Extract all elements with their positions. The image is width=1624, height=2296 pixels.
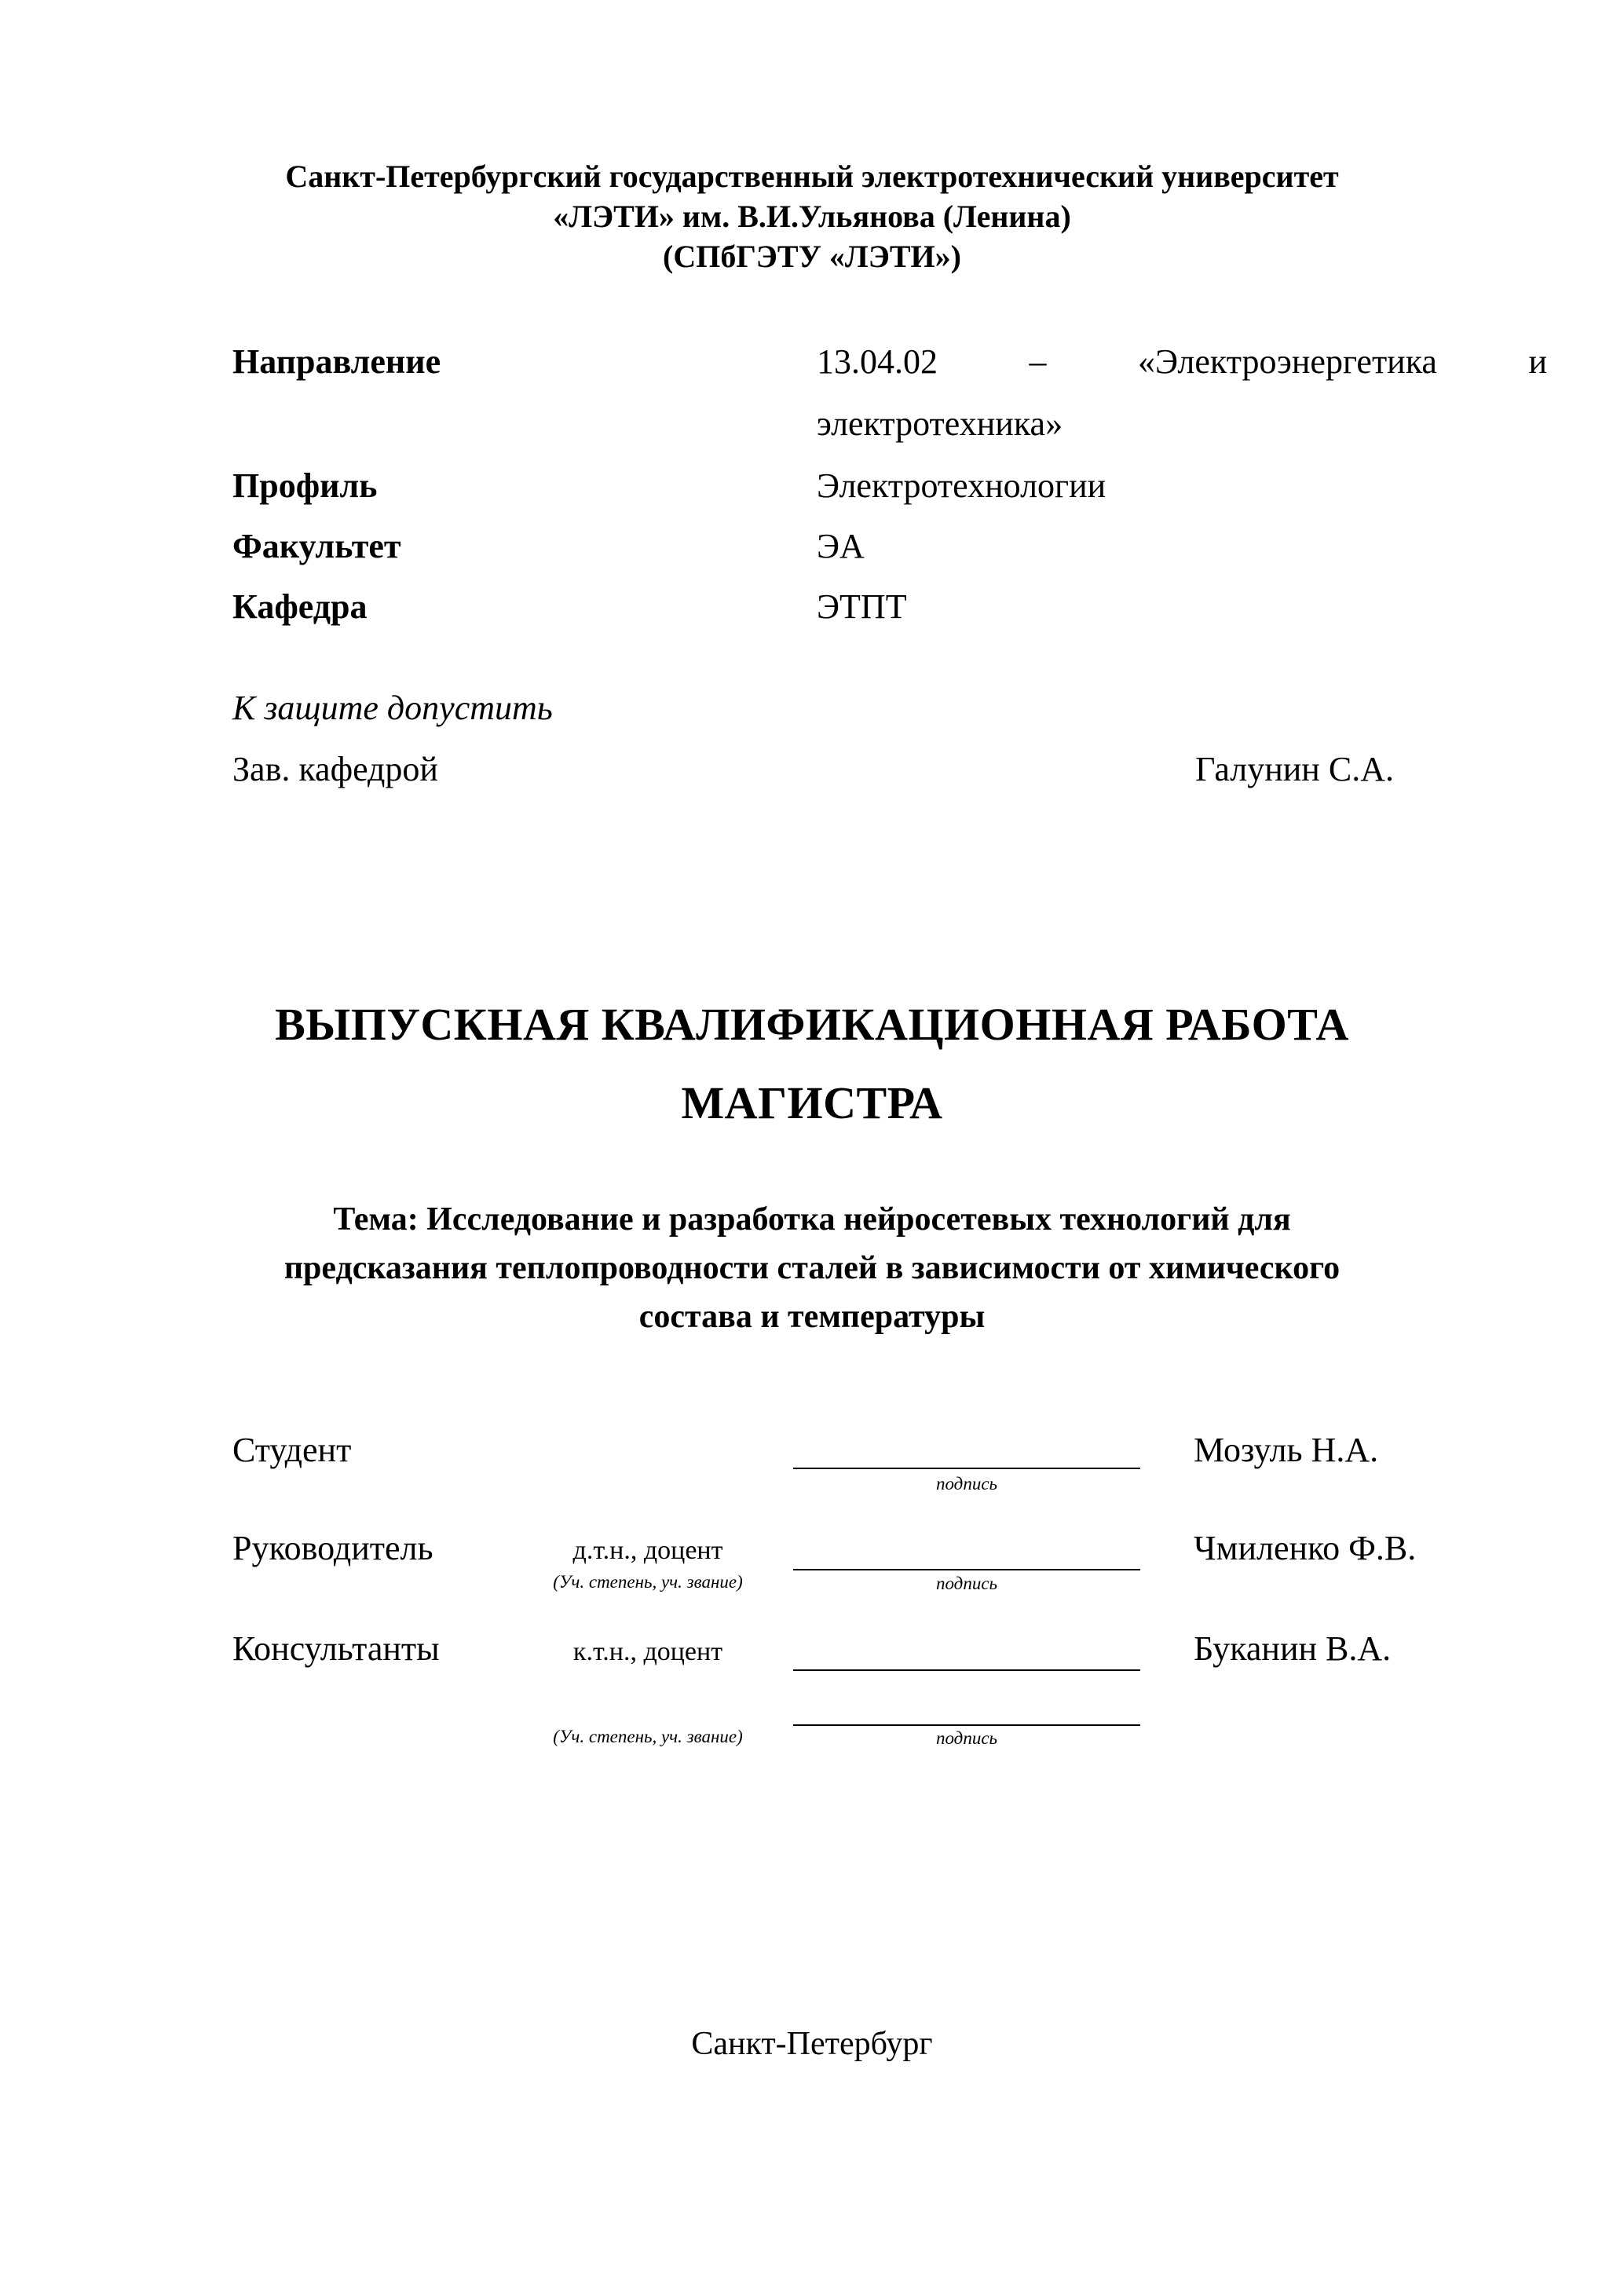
- approval-position: Зав. кафедрой: [232, 750, 438, 788]
- consultants-degree-caption: (Уч. степень, уч. звание): [553, 1727, 743, 1746]
- profile-value: Электротехнологии: [817, 466, 1106, 505]
- thesis-title-line-1: ВЫПУСКНАЯ КВАЛИФИКАЦИОННАЯ РАБОТА: [275, 999, 1349, 1050]
- student-signature-caption: подпись: [935, 1474, 997, 1493]
- direction-value-line-2: электротехника»: [817, 404, 1063, 443]
- supervisor-degree: д.т.н., доцент: [572, 1536, 723, 1565]
- profile-label: Профиль: [232, 466, 378, 505]
- supervisor-name: Чмиленко Ф.В.: [1194, 1529, 1417, 1567]
- supervisor-signature-line: [793, 1569, 1140, 1570]
- direction-value-line-1: [817, 342, 1547, 382]
- consultants-signature-line-2: [793, 1724, 1140, 1726]
- thesis-topic-line-3: состава и температуры: [638, 1299, 986, 1335]
- thesis-topic-line-2: предсказания теплопроводности сталей в зависимости от химического: [283, 1250, 1341, 1286]
- consultants-signature-caption: подпись: [935, 1728, 997, 1748]
- university-name-line-1: Санкт-Петербургский государственный электротехнический университет: [285, 159, 1339, 194]
- thesis-topic-line-1: Тема: Исследование и разработка нейросетевых технологий для: [333, 1201, 1291, 1238]
- consultants-role: Консультанты: [232, 1629, 440, 1668]
- student-name: Мозуль Н.А.: [1194, 1431, 1379, 1469]
- supervisor-degree-caption: (Уч. степень, уч. звание): [553, 1572, 743, 1592]
- thesis-title-line-2: МАГИСТРА: [681, 1077, 943, 1128]
- university-name-line-2: «ЛЭТИ» им. В.И.Ульянова (Ленина): [553, 199, 1071, 234]
- direction-code: 13.04.02: [817, 342, 938, 381]
- direction-name-conjunction: и: [1528, 342, 1547, 381]
- supervisor-signature-caption: подпись: [935, 1574, 997, 1593]
- direction-name-part-1: «Электроэнергетика: [1137, 342, 1437, 381]
- consultants-degree: к.т.н., доцент: [572, 1637, 723, 1666]
- direction-dash: –: [1029, 342, 1047, 381]
- supervisor-role: Руководитель: [232, 1529, 433, 1567]
- university-abbreviation: (СПбГЭТУ «ЛЭТИ»): [663, 239, 961, 274]
- consultants-signature-line-1: [793, 1669, 1140, 1671]
- department-label: Кафедра: [232, 587, 368, 626]
- department-value: ЭТПТ: [817, 587, 907, 626]
- faculty-label: Факультет: [232, 527, 401, 565]
- faculty-value: ЭА: [817, 527, 865, 565]
- direction-label: Направление: [232, 342, 441, 381]
- approval-title: К защите допустить: [232, 689, 553, 727]
- consultants-name: Буканин В.А.: [1194, 1629, 1392, 1668]
- student-signature-line: [793, 1468, 1140, 1469]
- approval-name: Галунин С.А.: [1195, 750, 1394, 788]
- student-role: Студент: [232, 1431, 352, 1469]
- city: Санкт-Петербург: [691, 2026, 933, 2062]
